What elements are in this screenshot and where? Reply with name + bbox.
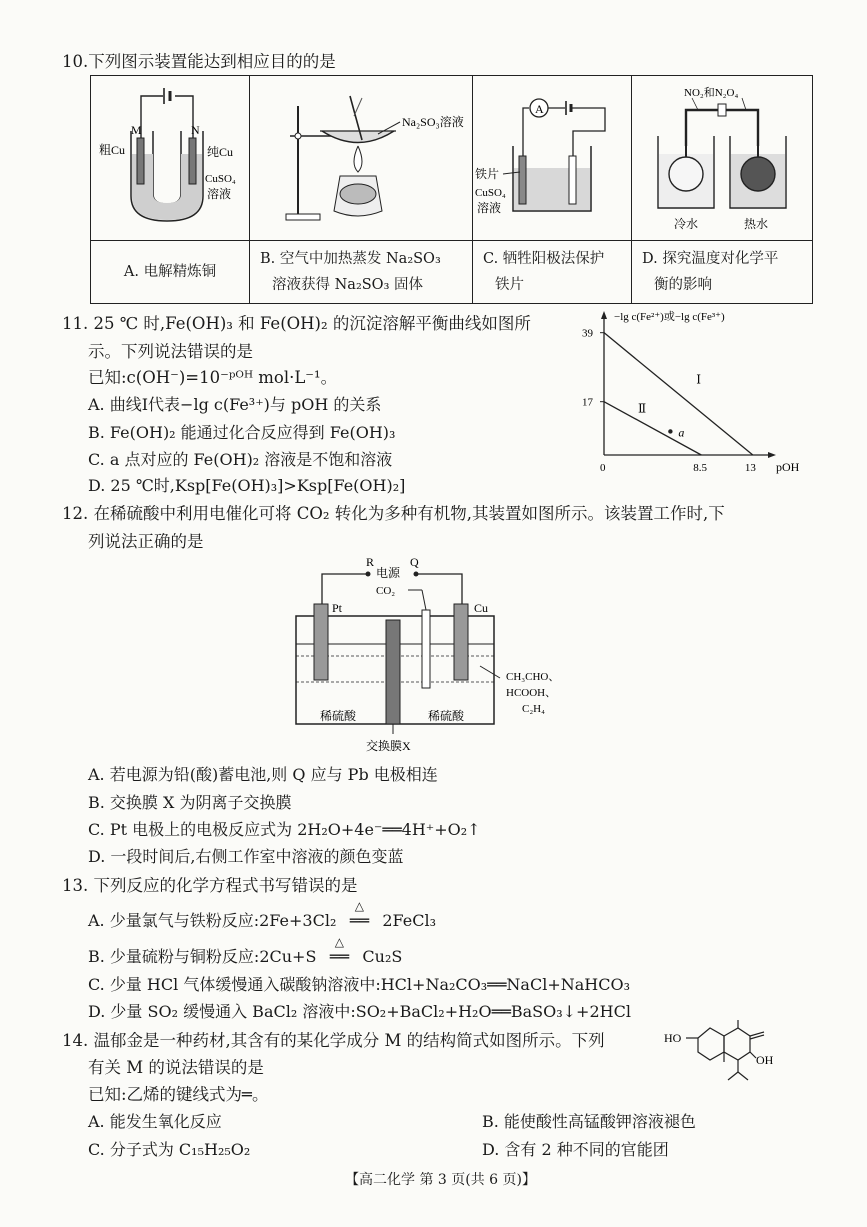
q14-option-d: D. 含有 2 种不同的官能团 (482, 1140, 669, 1159)
sacrificial-anode-diagram (473, 76, 631, 236)
q14-option-b: B. 能使酸性高锰酸钾溶液褪色 (482, 1112, 696, 1131)
crude-cu-label: 粗Cu (99, 143, 126, 157)
q10-option-b-line2: 溶液获得 Na₂SO₃ 固体 (272, 277, 423, 293)
product-line-3: C₂H₄ (522, 703, 545, 715)
na2so3-solution-label: Na₂SO₃溶液 (402, 115, 464, 129)
x-tick-label-0: 0 (600, 462, 606, 474)
q11-option-a: A. 曲线Ⅰ代表−lg c(Fe³⁺)与 pOH 的关系 (88, 395, 382, 414)
q10-diagram-a (91, 76, 250, 241)
no2-equilibrium-diagram (632, 76, 812, 236)
chart-ylabel: −lg c(Fe²⁺)或−lg c(Fe³⁺) (614, 311, 725, 323)
y-axis-arrow (601, 311, 607, 319)
series-label-1: Ⅰ (696, 372, 702, 387)
page-footer: 【高二化学 第 3 页(共 6 页)】 (345, 1172, 536, 1188)
membrane-x-label: 交换膜X (366, 739, 411, 753)
series-line-2 (604, 402, 701, 455)
q10-option-a: A. 电解精炼铜 (91, 241, 250, 304)
q14-stem-line1: 14. 温郁金是一种药材,其含有的某化学成分 M 的结构简式如图所示。下列 (62, 1031, 605, 1050)
q11-option-c: C. a 点对应的 Fe(OH)₂ 溶液是不饱和溶液 (88, 450, 393, 469)
q13-option-c: C. 少量 HCl 气体缓慢通入碳酸钠溶液中:HCl+Na₂CO₃══NaCl+NaHCO₃ (88, 975, 631, 994)
q13-option-a-left: A. 少量氯气与铁粉反应:2Fe+3Cl₂ (88, 911, 337, 930)
q10-option-b-line1: B. 空气中加热蒸发 Na₂SO₃ (260, 251, 441, 267)
electrode-n-label: N (191, 123, 200, 137)
no2-n2o4-label: NO₂和N₂O₄ (684, 87, 739, 99)
chart-xlabel: pOH (776, 460, 800, 474)
q12-stem-line1: 12. 在稀硫酸中利用电催化可将 CO₂ 转化为多种有机物,其装置如图所示。该装置工作时,下 (62, 504, 725, 523)
q10-diagram-c (473, 76, 632, 241)
solution-label-c: 溶液 (477, 201, 502, 215)
electrolysis-u-tube-diagram (91, 76, 249, 236)
heat-condition-arrow-b: △ ══ (316, 947, 362, 966)
q10-option-d-line1: D. 探究温度对化学平 (642, 251, 779, 267)
q13-option-a (88, 899, 437, 931)
q13-option-a-right: 2FeCl₃ (382, 911, 437, 930)
x-tick-label-13: 13 (744, 462, 756, 474)
q12-stem-line2: 列说法正确的是 (88, 532, 204, 551)
compound-m-structure (664, 1018, 784, 1098)
right-acid-label: 稀硫酸 (428, 709, 465, 723)
solution-label: 溶液 (207, 187, 232, 201)
ho-group-label: HO (664, 1031, 682, 1045)
q10-diagram-d (632, 76, 813, 241)
cuso4-label-c: CuSO₄ (475, 187, 506, 199)
point-a-label: a (678, 425, 685, 440)
pure-cu-label: 纯Cu (207, 145, 234, 159)
q12-option-c: C. Pt 电极上的电极反应式为 2H₂O+4e⁻══4H⁺+O₂↑ (88, 820, 481, 839)
q13-option-b-left: B. 少量硫粉与铜粉反应:2Cu+S (88, 947, 317, 966)
ammeter-label: A (535, 102, 544, 116)
q10-option-d-line2: 衡的影响 (654, 277, 712, 293)
pt-electrode-label: Pt (332, 601, 343, 615)
q13-stem: 13. 下列反应的化学方程式书写错误的是 (62, 876, 358, 895)
q14-known: 已知:乙烯的键线式为═。 (88, 1085, 269, 1104)
oh-group-label: OH (756, 1053, 774, 1067)
q10-diagram-b (250, 76, 473, 241)
q12-option-a: A. 若电源为铅(酸)蓄电池,则 Q 应与 Pb 电极相连 (88, 765, 438, 784)
q13-option-b-right: Cu₂S (362, 947, 403, 966)
q12-electrolysis-cell-diagram (290, 550, 570, 760)
y-tick-label-39: 39 (582, 327, 593, 340)
iron-sheet-label: 铁片 (475, 167, 500, 181)
q12-option-d: D. 一段时间后,右侧工作室中溶液的颜色变蓝 (88, 847, 404, 866)
x-axis-arrow (768, 452, 776, 458)
q10-option-c-line2: 铁片 (495, 277, 524, 293)
series-label-2: Ⅱ (638, 401, 647, 416)
q14-stem-line2: 有关 M 的说法错误的是 (88, 1058, 264, 1077)
cu-electrode-label: Cu (474, 601, 489, 615)
point-a-marker (668, 429, 672, 433)
y-tick-label-17: 17 (582, 396, 593, 409)
q10-option-b (250, 241, 473, 304)
heat-triangle-icon: △ (354, 899, 364, 913)
q11-solubility-chart (580, 305, 820, 480)
product-line-2: HCOOH、 (506, 687, 557, 699)
cold-water-label: 冷水 (674, 217, 699, 231)
q10-apparatus-table (90, 75, 813, 304)
co2-label: CO₂ (376, 585, 396, 597)
heat-condition-arrow: △ ══ (336, 911, 382, 930)
q14-option-c: C. 分子式为 C₁₅H₂₅O₂ (88, 1140, 251, 1159)
q13-option-d: D. 少量 SO₂ 缓慢通入 BaCl₂ 溶液中:SO₂+BaCl₂+H₂O══BaSO₃↓+2HCl (88, 1002, 631, 1021)
terminal-q-label: Q (410, 555, 419, 569)
product-line-1: CH₃CHO、 (506, 671, 560, 683)
q10-option-c (473, 241, 632, 304)
hot-water-label: 热水 (744, 217, 769, 231)
left-acid-label: 稀硫酸 (320, 709, 357, 723)
q11-option-d: D. 25 ℃时,Ksp[Fe(OH)₃]>Ksp[Fe(OH)₂] (88, 476, 406, 495)
q10-option-c-line1: C. 牺牲阳极法保护 (483, 251, 605, 267)
heat-triangle-icon-b: △ (334, 935, 345, 949)
power-source-label: 电源 (376, 566, 401, 580)
q14-option-a: A. 能发生氧化反应 (88, 1112, 222, 1131)
q11-option-b: B. Fe(OH)₂ 能通过化合反应得到 Fe(OH)₃ (88, 423, 396, 442)
q11-known: 已知:c(OH⁻)=10⁻ᵖᴼᴴ mol·L⁻¹。 (88, 368, 338, 387)
evaporation-dish-diagram (250, 76, 472, 236)
q13-option-b (88, 935, 403, 967)
q11-stem-line1: 11. 25 ℃ 时,Fe(OH)₃ 和 Fe(OH)₂ 的沉淀溶解平衡曲线如图所 (62, 314, 531, 333)
electrode-m-label: M (131, 123, 142, 137)
q12-option-b: B. 交换膜 X 为阴离子交换膜 (88, 793, 292, 812)
q10-stem: 10.下列图示装置能达到相应目的的是 (62, 52, 336, 71)
cuso4-label: CuSO₄ (205, 173, 236, 185)
terminal-r-label: R (366, 555, 375, 569)
q10-option-d (632, 241, 813, 304)
x-tick-label-8.5: 8.5 (693, 462, 708, 474)
q11-stem-line2: 示。下列说法错误的是 (88, 342, 253, 361)
